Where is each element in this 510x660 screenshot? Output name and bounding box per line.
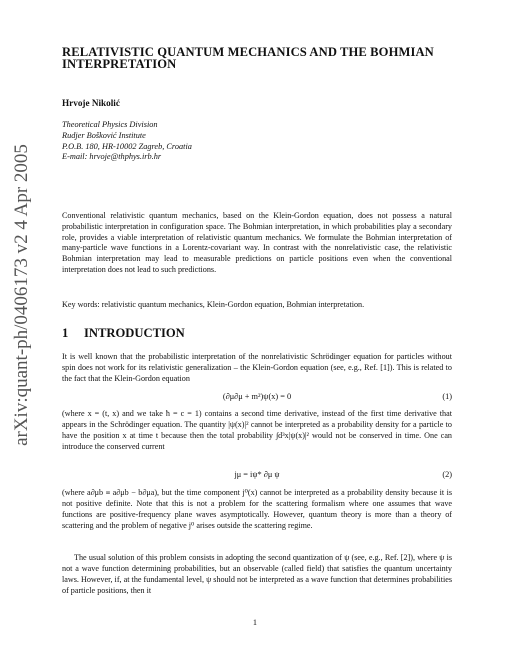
section-title: INTRODUCTION	[84, 326, 185, 340]
intro-paragraph-1: It is well known that the probabilistic interpretation of the nonrelativistic Schrödinger equation for particles without spin does not work for its relativistic generalization – the Klein-Gordon equation (see, e.g., Ref. [1]). This is related to the fact that the Klein-Gordon equation	[62, 352, 452, 383]
equation-2-formula: jμ = iψ* ∂μ ψ	[234, 470, 280, 479]
section-number: 1	[62, 326, 69, 340]
equation-1-formula: (∂μ∂μ + m²)ψ(x) = 0	[222, 392, 292, 401]
keywords: Key words: relativistic quantum mechanics, Klein-Gordon equation, Bohmian interpretation.	[62, 300, 365, 309]
affiliation-block	[62, 120, 192, 163]
arxiv-id: arXiv:quant-ph/0406173 v2 4 Apr 2005	[11, 144, 32, 446]
author-name: Hrvoje Nikolić	[62, 98, 120, 108]
arxiv-stamp	[2, 110, 42, 480]
intro-paragraph-4: The usual solution of this problem consists in adopting the second quantization of ψ (see, e.g., Ref. [2]), where ψ is not a wave function determining probabilities, but an observable (called field) that satisfies the quantum uncertainty laws. However, if, at the fundamental level, ψ should not be interpreted as a wave function that determines probabilities of particle positions, then it	[62, 553, 452, 595]
paper-title: RELATIVISTIC QUANTUM MECHANICS AND THE BOHMIAN INTERPRETATION	[62, 45, 434, 71]
affiliation-email: E-mail: hrvoje@thphys.irb.hr	[62, 152, 162, 162]
affiliation-line: Theoretical Physics Division	[62, 120, 158, 129]
abstract: Conventional relativistic quantum mechanics, based on the Klein-Gordon equation, does not possess a natural probabilistic interpretation in configuration space. The Bohmian interpretation, in which probabilities play a secondary role, provides a viable interpretation of relativistic quantum mechanics. We formulate the Bohmian interpretation of many-particle wave functions in a Lorentz-covariant way. In contrast with the nonrelativistic case, the relativistic Bohmian interpretation may lead to measurable predictions on particle positions even when the conventional interpretation does not lead to such predictions.	[62, 211, 452, 274]
section-heading	[62, 326, 185, 341]
page-number: 1	[252, 618, 258, 627]
equation-1-number: (1)	[442, 392, 452, 401]
intro-paragraph-3: (where a∂μb ≡ a∂μb − b∂μa), but the time component j⁰(x) cannot be interpreted as a probability density because it is not positive definite. Note that this is not a problem for the scattering formalism where one assumes that wave functions are positive-frequency plane waves asymptotically. However, quantum theory is more than a theory of scattering and the problem of negative j⁰ arises outside the scattering regime.	[62, 488, 452, 530]
affiliation-line: P.O.B. 180, HR-10002 Zagreb, Croatia	[62, 141, 192, 151]
intro-paragraph-2: (where x = (t, x) and we take ħ = c = 1) contains a second time derivative, instead of the first time derivative that appears in the Schrödinger equation. The quantity |ψ(x)|² cannot be interpreted as a probability density for a particle to have the position x at time t because then the total probability ∫d³x|ψ(x)|² would not be conserved in time. One can introduce the conserved current	[62, 409, 452, 451]
affiliation-line: Rudjer Bošković Institute	[62, 130, 146, 140]
equation-2-number: (2)	[442, 470, 452, 479]
